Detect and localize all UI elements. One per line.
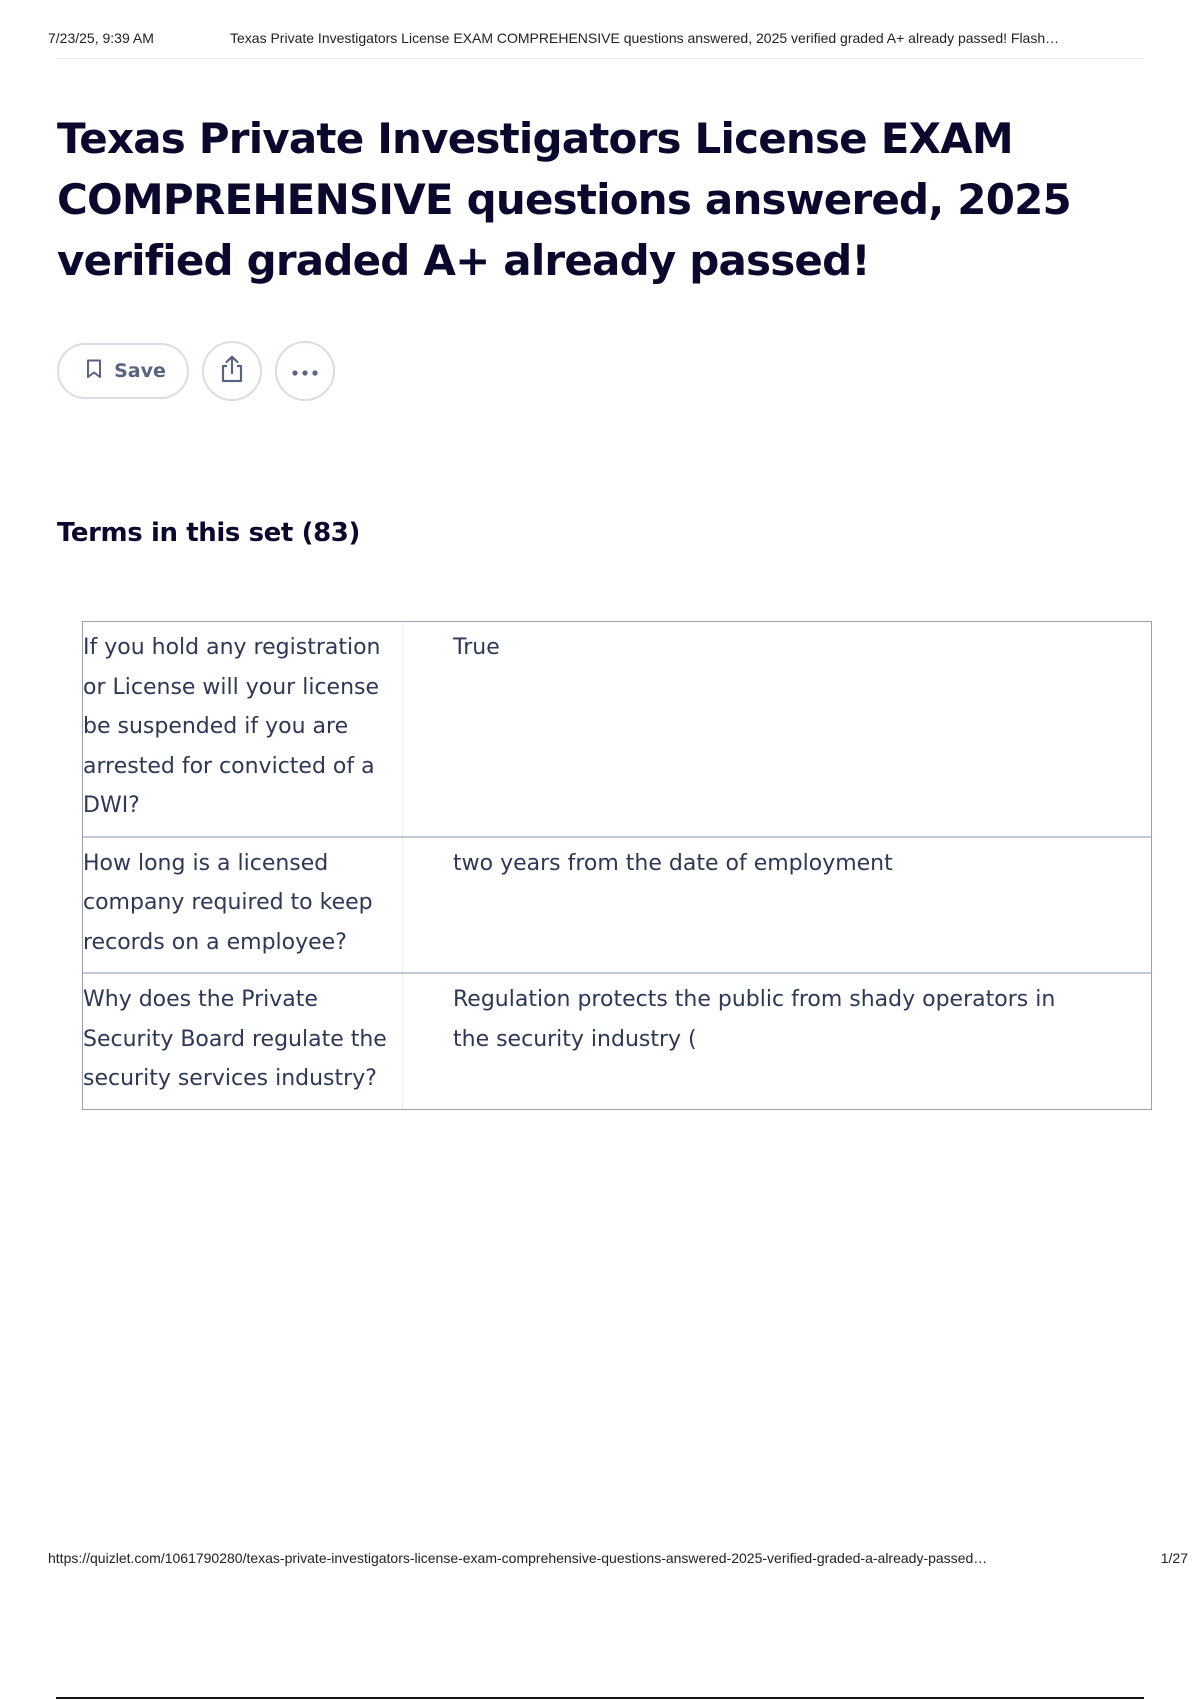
more-options-button[interactable]	[275, 341, 335, 401]
page-number: 1/27	[1160, 1550, 1188, 1566]
term-text: Why does the Private Security Board regulate the security services industry?	[83, 974, 403, 1109]
definition-text: two years from the date of employment	[453, 850, 893, 876]
save-button-label: Save	[114, 360, 166, 382]
print-url: https://quizlet.com/1061790280/texas-private-investigators-license-exam-comprehensive-questions-answered-2025-verified-graded-a-already-passed…	[48, 1550, 988, 1566]
term-row	[83, 622, 1151, 838]
definition-text: Regulation protects the public from shady operators in the security industry (	[453, 987, 1056, 1052]
share-button[interactable]	[202, 341, 262, 401]
term-row	[83, 974, 1151, 1109]
bookmark-icon	[86, 359, 102, 383]
page-title: Texas Private Investigators License EXAM COMPREHENSIVE questions answered, 2025 verified graded A+ already passed!	[57, 114, 1071, 285]
terms-heading: Terms in this set (83)	[57, 518, 360, 548]
term-row	[83, 838, 1151, 975]
print-date: 7/23/25, 9:39 AM	[48, 30, 154, 46]
definition-text: True	[453, 635, 500, 660]
term-text: If you hold any registration or License will your license be suspended if you are arrested for convicted of a DWI?	[83, 622, 403, 836]
share-icon	[219, 355, 245, 387]
terms-table	[82, 621, 1152, 1110]
bottom-divider	[56, 1697, 1144, 1699]
print-document-title: Texas Private Investigators License EXAM COMPREHENSIVE questions answered, 2025 verified graded A+ already passed! Flash…	[230, 30, 1060, 46]
more-icon	[291, 362, 319, 381]
term-text: How long is a licensed company required to keep records on a employee?	[83, 838, 403, 973]
save-button[interactable]	[57, 343, 189, 399]
header-divider	[56, 58, 1144, 59]
